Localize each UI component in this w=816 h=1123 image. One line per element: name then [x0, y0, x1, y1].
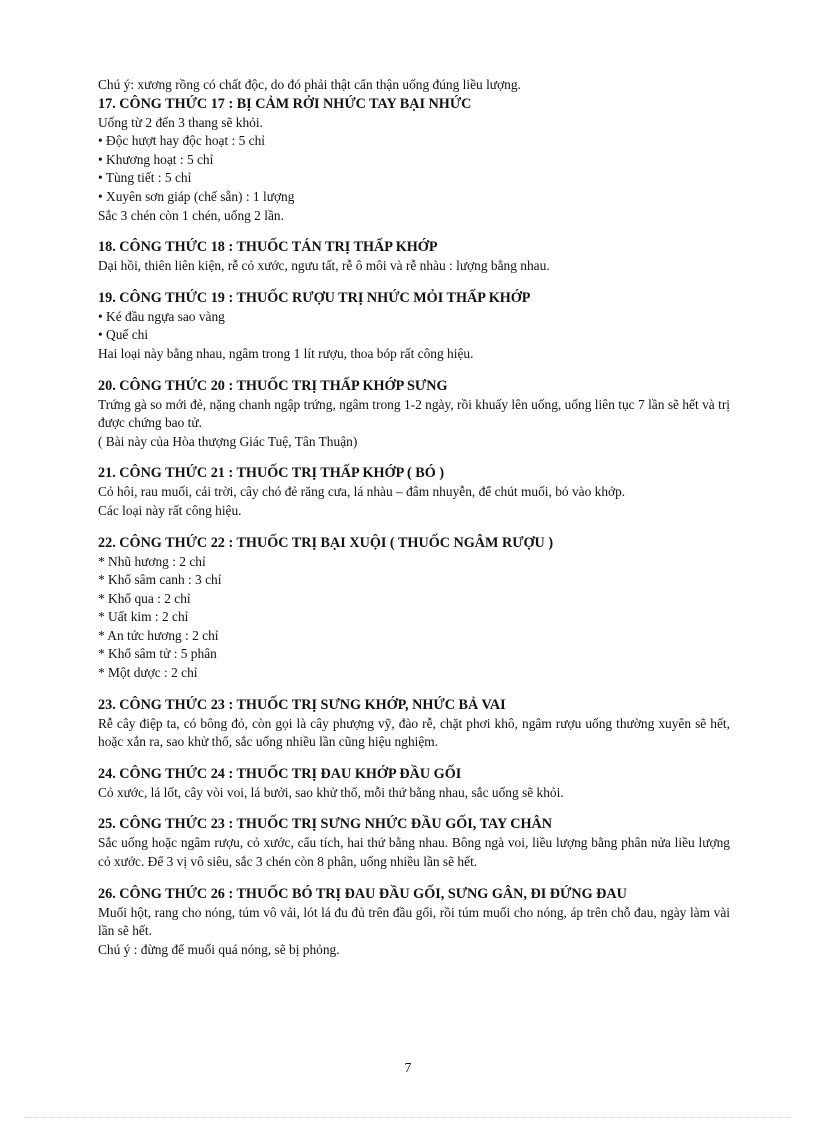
- section-heading: 26. CÔNG THỨC 26 : THUỐC BÓ TRỊ ĐAU ĐẦU GỐI, SƯNG GÂN, ĐI ĐỨNG ĐAU: [98, 885, 627, 902]
- section-line: * Khổ sâm tử : 5 phân: [98, 646, 217, 662]
- section-line: Các loại này rất công hiệu.: [98, 502, 242, 518]
- recipe-section: [98, 815, 730, 871]
- recipe-section: [98, 377, 730, 452]
- recipe-section: [98, 95, 730, 226]
- section-line: • Độc hượt hay độc hoạt : 5 chỉ: [98, 133, 266, 149]
- section-heading: 24. CÔNG THỨC 24 : THUỐC TRỊ ĐAU KHỚP ĐẦU GỐI: [98, 765, 462, 782]
- recipe-section: [98, 696, 730, 752]
- section-line: Cỏ xước, lá lốt, cây vòi voi, lá bưởi, sao khử thổ, mỗi thứ bằng nhau, sắc uống sẽ khỏi.: [98, 784, 564, 800]
- recipe-section: [98, 885, 730, 960]
- recipe-section: [98, 289, 730, 364]
- recipe-section: [98, 534, 730, 683]
- page-number: 7: [404, 1060, 412, 1075]
- section-line: • Xuyên sơn giáp (chế sẵn) : 1 lượng: [98, 188, 295, 204]
- section-line: Uống từ 2 đến 3 thang sẽ khỏi.: [98, 114, 263, 130]
- section-line: * Nhũ hương : 2 chỉ: [98, 553, 206, 569]
- section-line: • Tùng tiết : 5 chỉ: [98, 170, 192, 186]
- section-line: Rễ cây điệp ta, có bông đỏ, còn gọi là cây phượng vỹ, đào rễ, chặt phơi khô, ngâm rượu uống thường xuyên sẽ hết, hoặc xắn ra, sao khử thổ, sắc uống nhiều lần cũng hiệu nghiệm.: [98, 715, 730, 750]
- section-heading: 21. CÔNG THỨC 21 : THUỐC TRỊ THẤP KHỚP ( BÓ ): [98, 465, 445, 482]
- section-line: Cỏ hôi, rau muối, cải trời, cây chó đẻ răng cưa, lá nhàu – đâm nhuyễn, để chút muối, bó vào khớp.: [98, 484, 626, 500]
- section-line: • Khương hoạt : 5 chỉ: [98, 151, 214, 167]
- section-heading: 17. CÔNG THỨC 17 : BỊ CẢM RỞI NHỨC TAY BẠI NHỨC: [98, 95, 472, 112]
- section-line: • Ké đầu ngựa sao vàng: [98, 308, 225, 324]
- section-line: Sắc 3 chén còn 1 chén, uống 2 lần.: [98, 207, 284, 223]
- section-line: Chú ý : đừng để muối quá nóng, sẽ bị phỏng.: [98, 941, 340, 957]
- section-line: * An tức hương : 2 chỉ: [98, 627, 219, 643]
- section-heading: 22. CÔNG THỨC 22 : THUỐC TRỊ BẠI XUỘI ( THUỐC NGÂM RƯỢU ): [98, 534, 554, 551]
- section-line: Muối hột, rang cho nóng, túm vô vải, lót lá đu đủ trên đầu gối, rồi túm muối cho nóng, áp trên chỗ đau, ngày làm vài lần sẽ hết.: [98, 904, 730, 939]
- section-line: Trứng gà so mới đẻ, nặng chanh ngập trứng, ngâm trong 1-2 ngày, rồi khuấy lên uống, uống liên tục 7 lần sẽ hết và trị được chứng bao tử.: [98, 396, 730, 431]
- recipe-section: [98, 464, 730, 520]
- section-heading: 23. CÔNG THỨC 23 : THUỐC TRỊ SƯNG KHỚP, NHỨC BẢ VAI: [98, 696, 506, 713]
- recipe-section: [98, 765, 730, 803]
- recipe-sections: [98, 95, 730, 960]
- section-heading: 25. CÔNG THỨC 23 : THUỐC TRỊ SƯNG NHỨC ĐẦU GỐI, TAY CHÂN: [98, 816, 553, 833]
- intro-section: [98, 76, 730, 95]
- section-heading: 19. CÔNG THỨC 19 : THUỐC RƯỢU TRỊ NHỨC MỎI THẤP KHỚP: [98, 289, 531, 306]
- section-line: * Khổ sâm canh : 3 chỉ: [98, 572, 222, 588]
- section-heading: 20. CÔNG THỨC 20 : THUỐC TRỊ THẤP KHỚP SƯNG: [98, 377, 448, 394]
- section-heading: 18. CÔNG THỨC 18 : THUỐC TÁN TRỊ THẤP KHỚP: [98, 239, 438, 256]
- recipe-section: [98, 238, 730, 276]
- section-line: ( Bài này của Hòa thượng Giác Tuệ, Tân Thuận): [98, 433, 358, 449]
- page-bottom-rule: [24, 1117, 792, 1118]
- page-content: [98, 76, 730, 959]
- section-line: Sắc uống hoặc ngâm rượu, cỏ xước, cẩu tích, hai thứ bằng nhau. Bông ngà voi, liều lượng bằng phân nửa liều lượng cỏ xước. Để 3 vị vô siêu, sắc 3 chén còn 8 phân, uống nhiều lần sẽ hết.: [98, 835, 730, 870]
- intro-note: Chú ý: xương rồng có chất độc, do đó phải thật cẩn thận uống đúng liều lượng.: [98, 77, 521, 92]
- section-line: * Một dược : 2 chỉ: [98, 665, 198, 681]
- section-line: • Quế chi: [98, 327, 149, 343]
- section-line: * Khổ qua : 2 chỉ: [98, 590, 191, 606]
- section-line: Hai loại này bằng nhau, ngâm trong 1 lít rượu, thoa bóp rất công hiệu.: [98, 345, 474, 361]
- section-line: * Uất kim : 2 chỉ: [98, 609, 189, 625]
- section-line: Dại hồi, thiên liên kiện, rễ cỏ xước, ngưu tất, rễ ô môi và rễ nhàu : lượng bằng nhau.: [98, 258, 550, 274]
